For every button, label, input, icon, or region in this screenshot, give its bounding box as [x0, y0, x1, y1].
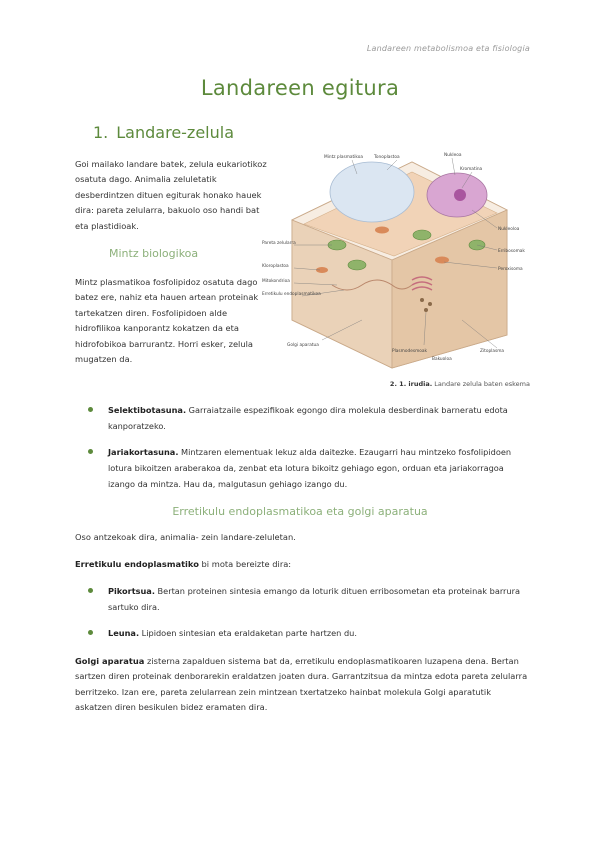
- bullet-term: Pikortsua.: [108, 586, 155, 596]
- figure-label-left4: Erretikulu endoplasmatikoa: [262, 292, 321, 297]
- plant-cell-figure: [262, 150, 534, 378]
- figure-label-left3: Mitokondrioa: [262, 279, 290, 284]
- er-term: Erretikulu endoplasmatiko: [75, 559, 199, 569]
- bullet-text: Garraiatzaile espezifikoak egongo dira molekula desberdinak barneratu edota kanporatzeko.: [108, 405, 508, 431]
- membrane-heading: Mintz biologikoa: [109, 247, 199, 260]
- list-item: [88, 402, 528, 434]
- figure-label-bottom2: Bakuoloa: [432, 357, 452, 362]
- er-types-paragraph: [75, 557, 535, 572]
- figure-label-kromatina: Kromatina: [460, 167, 483, 172]
- membrane-paragraph: Mintz plasmatikoa fosfolipidoz osatuta dago batez ere, nahiz eta hauen artean proteinak tartekatzen diren. Fosfolipidoen alde hidrofilikoa kanporantz kokatzen da eta hidrofobikoa barrurantz. Horri esker, zelula mugatzen da.: [75, 277, 259, 365]
- bullet-text: Mintzaren elementuak lekuz alda daitezke. Ezaugarri hau mintzeko fosfolipidoen lotura bikoitzen araberakoa da, zenbat eta lotura bikoitz gehiago egon, orduan eta jariakorragoa izango da mintza. Hau da, malgutasun gehiago izango du.: [108, 447, 512, 489]
- figure-caption: [300, 380, 530, 388]
- bullet-dot-icon: [88, 588, 93, 593]
- list-item: [88, 444, 528, 492]
- bullet-text: Bertan proteinen sintesia emango da loturik dituen erribosometan eta proteinak barrura sartuko dira.: [108, 586, 520, 612]
- bullet-dot-icon: [88, 449, 93, 454]
- er-intro-paragraph: Oso antzekoak dira, animalia- zein landare-zeluletan.: [75, 532, 296, 542]
- bullet-term: Selektibotasuna.: [108, 405, 187, 415]
- running-header: Landareen metabolismoa eta fisiologia: [366, 44, 530, 53]
- golgi-paragraph: [75, 654, 530, 716]
- caption-text: Landare zelula baten eskema: [432, 380, 530, 388]
- section-heading: [93, 123, 234, 142]
- er-rest: bi mota bereizte dira:: [198, 559, 292, 569]
- figure-label-right1: Nukleoloa: [498, 227, 520, 232]
- section-title: Landare-zelula: [116, 123, 235, 142]
- section-number: 1.: [93, 123, 109, 142]
- figure-label-bottom1: Plasmodesmoak: [392, 349, 428, 354]
- bullet-dot-icon: [88, 407, 93, 412]
- list-item: [88, 625, 528, 641]
- figure-label-left5: Golgi aparatua: [287, 343, 319, 348]
- figure-label-right3: Peroxisoma: [498, 267, 523, 272]
- figure-label-left2: Kloroplastoa: [262, 264, 289, 269]
- figure-label-left1: Pareta zelularra: [262, 241, 296, 246]
- figure-label-right2: Erribosomak: [498, 249, 525, 254]
- list-item: [88, 583, 528, 615]
- figure-label-right4: Zitoplasma: [480, 349, 505, 354]
- golgi-text: zisterna zapalduen sistema bat da, erretikulu endoplasmatikoaren luzapena dena. Bertan sartzen diren proteinak denborarekin eraldatzen joaten dura. Garrantzitsua da mintza edota pareta zelularra berritzeko. Izan ere, pareta zelularrean zein mintzean txertatzeko hainbat molekula Golgi aparatutik askatzen diren besikulen bidez eramaten dira.: [75, 656, 528, 713]
- figure-label-top-right: Tonoplastoa: [374, 155, 400, 160]
- figure-label-top-left: Mintz plasmatikoa: [324, 155, 364, 160]
- golgi-term: Golgi aparatua: [75, 656, 145, 666]
- er-golgi-heading: Erretikulu endoplasmatikoa eta golgi aparatua: [172, 505, 428, 518]
- intro-paragraph: Goi mailako landare batek, zelula eukariotikoz osatuta dago. Animalia zeluletatik desberdintzen dituen egiturak honako hauek dira: pareta zelularra, bakuolo oso handi bat eta plastidioak.: [75, 159, 267, 231]
- bullet-dot-icon: [88, 630, 93, 635]
- bullet-term: Leuna.: [108, 628, 140, 638]
- er-bullets: [88, 583, 528, 651]
- plant-cell-diagram: [262, 150, 534, 378]
- membrane-bullets: [88, 402, 528, 502]
- figure-label-nucleo: Nukleoa: [444, 153, 462, 158]
- caption-label: 2. 1. irudia.: [389, 380, 433, 388]
- page-title: Landareen egitura: [200, 76, 400, 100]
- bullet-term: Jariakortasuna.: [108, 447, 179, 457]
- bullet-text: Lipidoen sintesian eta eraldaketan parte hartzen du.: [139, 628, 357, 638]
